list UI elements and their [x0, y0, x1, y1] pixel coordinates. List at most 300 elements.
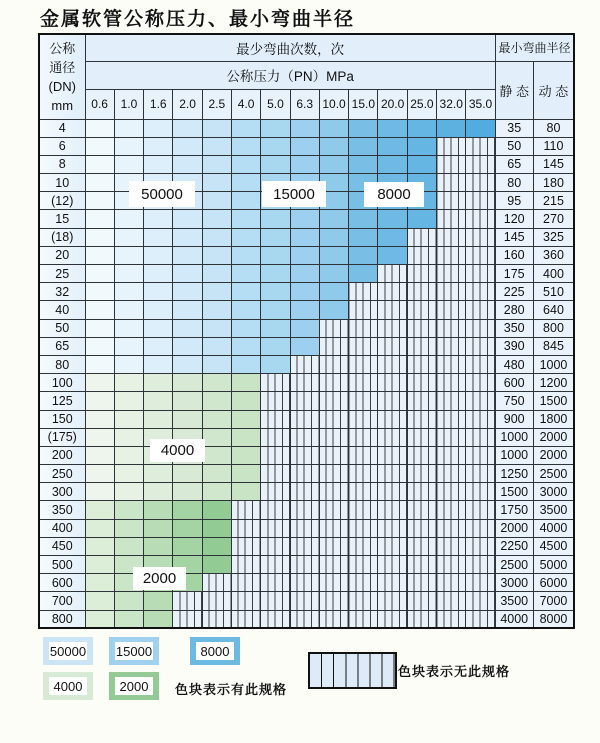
no-spec-cell	[378, 446, 407, 464]
spec-cell-4000	[231, 410, 260, 428]
dn-cell: 8	[39, 155, 85, 173]
spec-cell-50000	[114, 119, 143, 137]
no-spec-cell	[202, 610, 231, 628]
spec-cell-4000	[202, 446, 231, 464]
spec-cell-15000	[231, 319, 260, 337]
table-row-dn-300	[39, 483, 574, 501]
spec-cell-4000	[202, 465, 231, 483]
no-spec-cell	[349, 337, 378, 355]
no-spec-cell	[437, 483, 466, 501]
spec-cell-50000	[85, 283, 114, 301]
static-radius-cell: 1250	[495, 465, 533, 483]
no-spec-cell	[437, 592, 466, 610]
no-spec-cell	[319, 337, 348, 355]
spec-cell-50000	[114, 337, 143, 355]
legend-swatch-value: 4000	[49, 677, 87, 695]
no-spec-cell	[261, 519, 290, 537]
table-row-dn-175	[39, 428, 574, 446]
table-row-dn-65	[39, 337, 574, 355]
dynamic-radius-cell: 1500	[533, 392, 574, 410]
no-spec-cell	[290, 428, 319, 446]
no-spec-cell	[466, 155, 495, 173]
dn-cell: 32	[39, 283, 85, 301]
spec-cell-50000	[202, 192, 231, 210]
table-row-dn-700	[39, 592, 574, 610]
dynamic-radius-cell: 4000	[533, 519, 574, 537]
no-spec-cell	[437, 374, 466, 392]
spec-cell-4000	[114, 465, 143, 483]
spec-cell-50000	[114, 283, 143, 301]
spec-cell-50000	[144, 283, 173, 301]
no-spec-cell	[319, 610, 348, 628]
spec-cell-15000	[290, 210, 319, 228]
spec-cell-50000	[144, 319, 173, 337]
no-spec-cell	[466, 428, 495, 446]
pressure-value: 20.0	[378, 89, 407, 119]
no-spec-cell	[407, 501, 436, 519]
zone-label-2000: 2000	[133, 567, 186, 590]
static-radius-cell: 145	[495, 228, 533, 246]
spec-cell-15000	[231, 283, 260, 301]
spec-cell-50000	[114, 355, 143, 373]
no-spec-cell	[466, 537, 495, 555]
dn-cell: 25	[39, 265, 85, 283]
static-radius-cell: 1750	[495, 501, 533, 519]
spec-cell-4000	[144, 465, 173, 483]
no-spec-cell	[349, 610, 378, 628]
no-spec-cell	[231, 537, 260, 555]
spec-cell-50000	[202, 137, 231, 155]
spec-cell-4000	[85, 446, 114, 464]
dynamic-radius-cell: 145	[533, 155, 574, 173]
no-spec-cell	[466, 410, 495, 428]
pressure-value: 0.6	[85, 89, 114, 119]
dn-cell: 4	[39, 119, 85, 137]
dn-cell: 10	[39, 174, 85, 192]
pressure-value: 32.0	[437, 89, 466, 119]
legend-swatch-50000	[43, 637, 93, 665]
table-row-dn-125	[39, 392, 574, 410]
pressure-table-wrap	[38, 33, 575, 629]
corner-header	[39, 34, 85, 119]
spec-cell-4000	[173, 410, 202, 428]
legend-swatch-value: 15000	[115, 643, 153, 659]
spec-cell-50000	[173, 210, 202, 228]
legend-swatch-15000	[109, 637, 159, 665]
no-spec-cell	[290, 465, 319, 483]
spec-cell-50000	[144, 246, 173, 264]
no-spec-cell	[261, 556, 290, 574]
no-spec-cell	[407, 319, 436, 337]
no-spec-cell	[349, 483, 378, 501]
dynamic-radius-cell: 6000	[533, 574, 574, 592]
spec-cell-50000	[173, 155, 202, 173]
no-spec-cell	[378, 465, 407, 483]
spec-cell-15000	[319, 210, 348, 228]
no-spec-cell	[407, 355, 436, 373]
no-spec-cell	[466, 519, 495, 537]
no-spec-cell	[319, 374, 348, 392]
no-spec-cell	[231, 574, 260, 592]
spec-cell-50000	[85, 210, 114, 228]
spec-cell-8000	[378, 137, 407, 155]
no-spec-cell	[437, 174, 466, 192]
no-spec-cell	[290, 519, 319, 537]
no-spec-cell	[466, 228, 495, 246]
no-spec-cell	[319, 428, 348, 446]
spec-cell-4000	[85, 374, 114, 392]
spec-cell-2000	[114, 501, 143, 519]
spec-cell-50000	[202, 319, 231, 337]
spec-cell-8000	[378, 246, 407, 264]
spec-cell-50000	[114, 301, 143, 319]
spec-cell-50000	[173, 228, 202, 246]
spec-cell-50000	[144, 137, 173, 155]
no-spec-cell	[319, 410, 348, 428]
no-spec-cell	[349, 465, 378, 483]
no-spec-cell	[466, 556, 495, 574]
radius-header: 最小弯曲半径	[495, 34, 574, 61]
no-spec-cell	[261, 428, 290, 446]
legend-swatch-value: 2000	[115, 677, 153, 695]
no-spec-cell	[437, 355, 466, 373]
spec-cell-50000	[85, 337, 114, 355]
spec-cell-4000	[144, 374, 173, 392]
spec-cell-50000	[144, 228, 173, 246]
spec-cell-15000	[231, 119, 260, 137]
static-radius-cell: 280	[495, 301, 533, 319]
no-spec-cell	[407, 283, 436, 301]
no-spec-cell	[378, 501, 407, 519]
no-spec-cell	[261, 483, 290, 501]
pressure-value: 1.0	[114, 89, 143, 119]
static-radius-cell: 50	[495, 137, 533, 155]
spec-cell-2000	[114, 592, 143, 610]
table-row-dn-15	[39, 210, 574, 228]
no-spec-cell	[437, 337, 466, 355]
spec-cell-8000	[407, 137, 436, 155]
spec-cell-15000	[261, 301, 290, 319]
spec-cell-15000	[319, 137, 348, 155]
dynamic-radius-cell: 5000	[533, 556, 574, 574]
spec-cell-4000	[231, 446, 260, 464]
spec-cell-15000	[290, 155, 319, 173]
dynamic-radius-cell: 1200	[533, 374, 574, 392]
corner-header-line: 通径	[49, 59, 76, 75]
corner-header-line: 公称	[49, 40, 76, 56]
no-spec-cell	[378, 610, 407, 628]
no-spec-cell	[378, 355, 407, 373]
spec-cell-2000	[114, 610, 143, 628]
no-spec-cell	[261, 392, 290, 410]
no-spec-cell	[290, 537, 319, 555]
legend-available-note: 色块表示有此规格	[175, 682, 288, 697]
spec-cell-15000	[290, 337, 319, 355]
table-row-dn-400	[39, 519, 574, 537]
spec-cell-50000	[173, 137, 202, 155]
no-spec-cell	[378, 592, 407, 610]
no-spec-cell	[231, 501, 260, 519]
spec-cell-2000	[114, 537, 143, 555]
dn-cell: 600	[39, 574, 85, 592]
no-spec-cell	[349, 428, 378, 446]
static-radius-cell: 350	[495, 319, 533, 337]
dynamic-radius-cell: 215	[533, 192, 574, 210]
spec-cell-50000	[85, 137, 114, 155]
pressure-value: 5.0	[261, 89, 290, 119]
spec-cell-50000	[85, 265, 114, 283]
dynamic-radius-cell: 180	[533, 174, 574, 192]
no-spec-cell	[437, 228, 466, 246]
no-spec-cell	[202, 592, 231, 610]
spec-cell-50000	[173, 337, 202, 355]
no-spec-cell	[466, 246, 495, 264]
spec-cell-2000	[173, 537, 202, 555]
no-spec-cell	[349, 301, 378, 319]
spec-cell-15000	[290, 246, 319, 264]
no-spec-cell	[466, 610, 495, 628]
spec-cell-4000	[202, 483, 231, 501]
dynamic-radius-cell: 845	[533, 337, 574, 355]
no-spec-cell	[437, 192, 466, 210]
spec-cell-8000	[349, 137, 378, 155]
no-spec-cell	[437, 465, 466, 483]
no-spec-cell	[437, 210, 466, 228]
legend-hatch-swatch	[308, 652, 397, 689]
table-row-dn-40	[39, 301, 574, 319]
no-spec-cell	[378, 374, 407, 392]
zone-label-8000: 8000	[364, 182, 424, 207]
spec-cell-4000	[114, 428, 143, 446]
dynamic-radius-cell: 270	[533, 210, 574, 228]
spec-cell-50000	[173, 283, 202, 301]
dn-cell: 500	[39, 556, 85, 574]
dn-cell: 150	[39, 410, 85, 428]
spec-cell-15000	[261, 355, 290, 373]
spec-cell-2000	[85, 592, 114, 610]
pressure-value: 2.5	[202, 89, 231, 119]
spec-cell-4000	[144, 392, 173, 410]
no-spec-cell	[466, 574, 495, 592]
no-spec-cell	[378, 392, 407, 410]
no-spec-cell	[437, 283, 466, 301]
spec-cell-50000	[173, 355, 202, 373]
spec-cell-2000	[85, 537, 114, 555]
dynamic-radius-cell: 4500	[533, 537, 574, 555]
no-spec-cell	[466, 392, 495, 410]
no-spec-cell	[349, 374, 378, 392]
static-radius-cell: 390	[495, 337, 533, 355]
static-radius-cell: 4000	[495, 610, 533, 628]
table-row-dn-4	[39, 119, 574, 137]
spec-cell-2000	[144, 537, 173, 555]
no-spec-cell	[319, 483, 348, 501]
spec-cell-2000	[85, 574, 114, 592]
no-spec-cell	[290, 410, 319, 428]
dynamic-radius-cell: 3000	[533, 483, 574, 501]
table-row-dn-25	[39, 265, 574, 283]
spec-cell-4000	[114, 410, 143, 428]
no-spec-cell	[466, 192, 495, 210]
no-spec-cell	[466, 465, 495, 483]
dynamic-radius-cell: 2000	[533, 428, 574, 446]
spec-cell-50000	[85, 228, 114, 246]
spec-cell-2000	[144, 519, 173, 537]
no-spec-cell	[466, 592, 495, 610]
spec-cell-15000	[290, 283, 319, 301]
no-spec-cell	[261, 410, 290, 428]
no-spec-cell	[231, 610, 260, 628]
spec-cell-4000	[202, 428, 231, 446]
no-spec-cell	[466, 355, 495, 373]
legend-swatch-2000	[109, 672, 159, 700]
table-row-dn-150	[39, 410, 574, 428]
spec-cell-15000	[261, 337, 290, 355]
spec-cell-8000	[378, 119, 407, 137]
spec-cell-50000	[173, 319, 202, 337]
no-spec-cell	[466, 446, 495, 464]
spec-cell-50000	[114, 210, 143, 228]
no-spec-cell	[378, 519, 407, 537]
no-spec-cell	[407, 610, 436, 628]
table-row-dn-6	[39, 137, 574, 155]
spec-cell-4000	[144, 483, 173, 501]
no-spec-cell	[466, 137, 495, 155]
spec-cell-15000	[261, 265, 290, 283]
spec-cell-50000	[202, 119, 231, 137]
no-spec-cell	[407, 392, 436, 410]
no-spec-cell	[261, 537, 290, 555]
no-spec-cell	[437, 265, 466, 283]
no-spec-cell	[319, 519, 348, 537]
dn-cell: (175)	[39, 428, 85, 446]
spec-cell-15000	[231, 137, 260, 155]
legend-swatch-value: 8000	[196, 642, 234, 660]
no-spec-cell	[407, 265, 436, 283]
pressure-value: 2.0	[173, 89, 202, 119]
corner-header-line: (DN)	[48, 78, 76, 94]
spec-cell-15000	[290, 228, 319, 246]
no-spec-cell	[407, 537, 436, 555]
dynamic-header: 动 态	[533, 61, 574, 119]
dn-cell: 40	[39, 301, 85, 319]
no-spec-cell	[319, 355, 348, 373]
table-row-dn-500	[39, 556, 574, 574]
dn-cell: 250	[39, 465, 85, 483]
dynamic-radius-cell: 510	[533, 283, 574, 301]
no-spec-cell	[290, 392, 319, 410]
no-spec-cell	[407, 519, 436, 537]
no-spec-cell	[261, 574, 290, 592]
spec-cell-50000	[144, 210, 173, 228]
spec-cell-50000	[114, 228, 143, 246]
no-spec-cell	[290, 610, 319, 628]
no-spec-cell	[378, 283, 407, 301]
no-spec-cell	[437, 301, 466, 319]
spec-cell-4000	[202, 374, 231, 392]
spec-cell-50000	[144, 355, 173, 373]
spec-cell-4000	[202, 392, 231, 410]
spec-cell-50000	[85, 119, 114, 137]
spec-cell-50000	[202, 174, 231, 192]
spec-cell-50000	[202, 228, 231, 246]
no-spec-cell	[407, 410, 436, 428]
no-spec-cell	[319, 537, 348, 555]
spec-cell-15000	[231, 155, 260, 173]
no-spec-cell	[349, 592, 378, 610]
no-spec-cell	[407, 337, 436, 355]
spec-cell-2000	[85, 519, 114, 537]
static-radius-cell: 1500	[495, 483, 533, 501]
no-spec-cell	[349, 319, 378, 337]
no-spec-cell	[437, 137, 466, 155]
spec-cell-4000	[173, 483, 202, 501]
spec-cell-50000	[202, 337, 231, 355]
spec-cell-50000	[173, 119, 202, 137]
dynamic-radius-cell: 360	[533, 246, 574, 264]
no-spec-cell	[319, 446, 348, 464]
dn-cell: 15	[39, 210, 85, 228]
spec-cell-15000	[261, 246, 290, 264]
no-spec-cell	[349, 446, 378, 464]
table-row-dn-250	[39, 465, 574, 483]
no-spec-cell	[466, 374, 495, 392]
spec-cell-50000	[202, 246, 231, 264]
dn-cell: 400	[39, 519, 85, 537]
table-row-dn-18	[39, 228, 574, 246]
no-spec-cell	[261, 465, 290, 483]
no-spec-cell	[437, 428, 466, 446]
spec-cell-2000	[114, 519, 143, 537]
dn-cell: 800	[39, 610, 85, 628]
static-radius-cell: 480	[495, 355, 533, 373]
spec-cell-2000	[202, 537, 231, 555]
no-spec-cell	[437, 574, 466, 592]
no-spec-cell	[378, 483, 407, 501]
spec-cell-15000	[290, 301, 319, 319]
no-spec-cell	[290, 446, 319, 464]
spec-cell-50000	[144, 265, 173, 283]
no-spec-cell	[290, 556, 319, 574]
pressure-value: 35.0	[466, 89, 495, 119]
spec-cell-4000	[85, 483, 114, 501]
spec-cell-2000	[85, 501, 114, 519]
spec-cell-2000	[173, 501, 202, 519]
dn-cell: 20	[39, 246, 85, 264]
no-spec-cell	[378, 537, 407, 555]
spec-cell-15000	[231, 228, 260, 246]
no-spec-cell	[319, 319, 348, 337]
corner-header-line: mm	[51, 97, 74, 113]
no-spec-cell	[378, 410, 407, 428]
static-radius-cell: 80	[495, 174, 533, 192]
spec-cell-50000	[202, 265, 231, 283]
dn-cell: (12)	[39, 192, 85, 210]
cycles-header: 最少弯曲次数，次	[85, 34, 495, 61]
table-row-dn-600	[39, 574, 574, 592]
table-row-dn-20	[39, 246, 574, 264]
spec-cell-50000	[85, 174, 114, 192]
spec-cell-15000	[261, 137, 290, 155]
no-spec-cell	[290, 374, 319, 392]
dynamic-radius-cell: 80	[533, 119, 574, 137]
no-spec-cell	[437, 537, 466, 555]
spec-cell-15000	[231, 210, 260, 228]
spec-cell-4000	[114, 446, 143, 464]
no-spec-cell	[466, 174, 495, 192]
no-spec-cell	[290, 501, 319, 519]
spec-cell-15000	[319, 228, 348, 246]
